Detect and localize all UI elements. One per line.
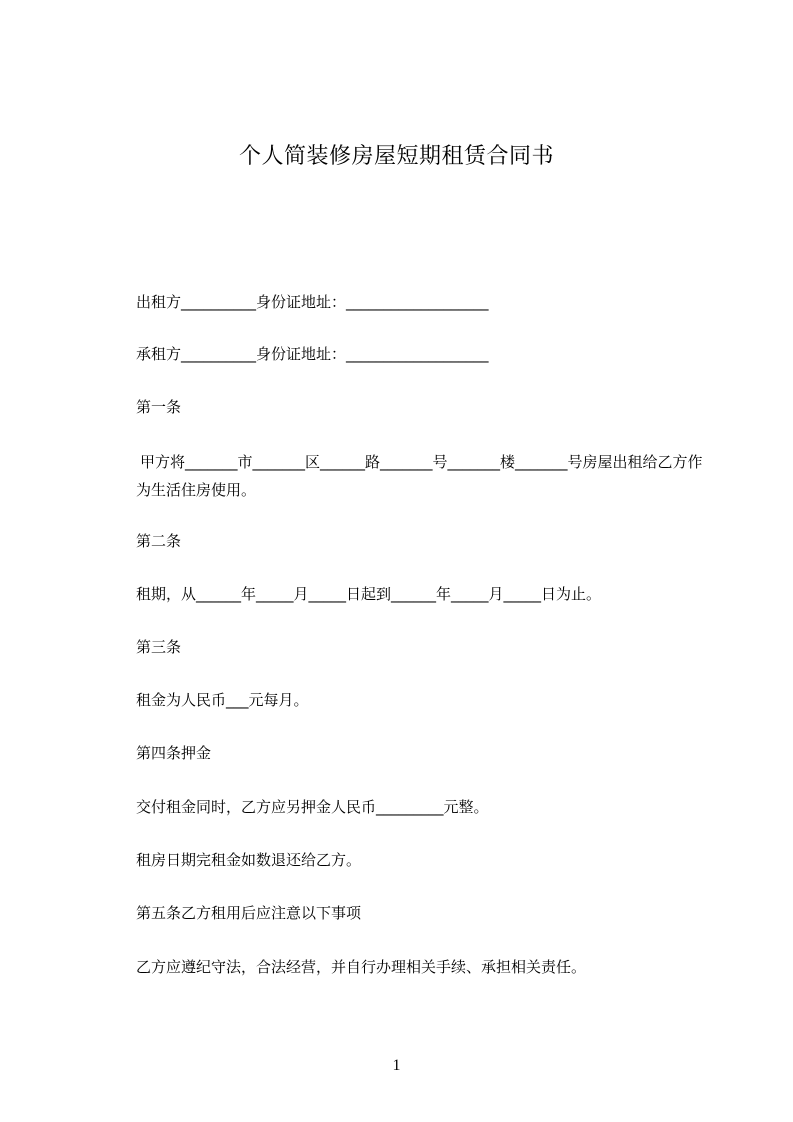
lessee-line: 承租方__________身份证地址：___________________ xyxy=(136,345,489,363)
page-number: 1 xyxy=(392,1057,401,1074)
article-5-heading: 第五条乙方租用后应注意以下事项 xyxy=(136,904,362,922)
article-4-text-deposit: 交付租金同时，乙方应另押金人民币_________元整。 xyxy=(136,798,489,816)
lessor-line: 出租方__________身份证地址：___________________ xyxy=(136,293,489,311)
article-3-heading: 第三条 xyxy=(136,638,182,656)
article-1-text: 甲方将_______市_______区______路_______号_______楼_______号房屋出租给乙方作为生活住房使用。 xyxy=(136,453,703,499)
article-1-heading: 第一条 xyxy=(136,398,182,416)
page-title: 个人简装修房屋短期租赁合同书 xyxy=(238,144,554,169)
article-3-text: 租金为人民币___元每月。 xyxy=(136,691,309,709)
article-2-text: 租期，从______年_____月_____日起到______年_____月_____日为止。 xyxy=(136,585,602,603)
article-2-heading: 第二条 xyxy=(136,532,182,550)
article-4-text-refund: 租房日期完租金如数退还给乙方。 xyxy=(136,851,362,869)
article-5-text: 乙方应遵纪守法，合法经营，并自行办理相关手续、承担相关责任。 xyxy=(136,958,587,976)
article-4-heading: 第四条押金 xyxy=(136,744,212,762)
